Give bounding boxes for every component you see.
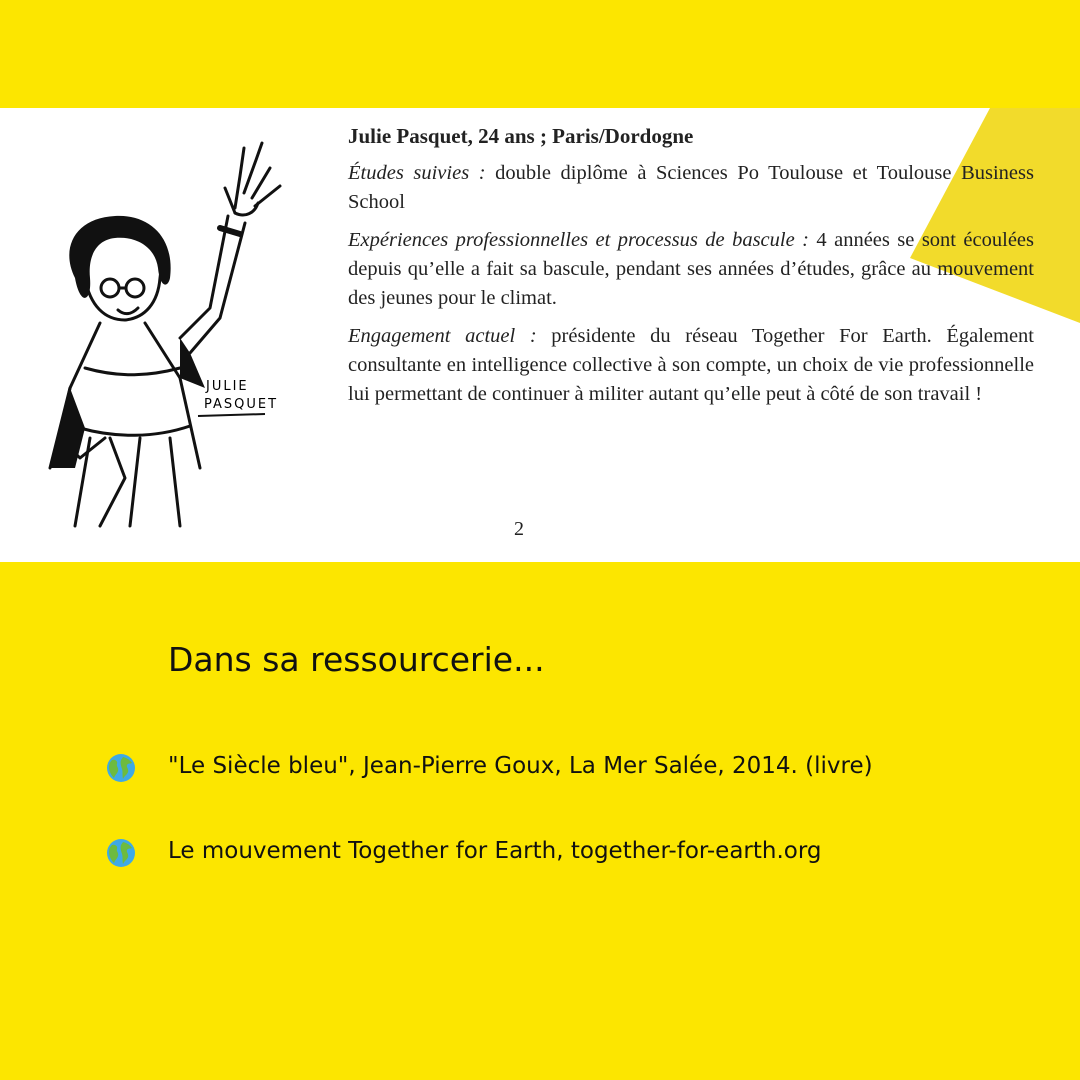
julie-pasquet-illustration: [30, 138, 310, 528]
studies-paragraph: [348, 159, 1034, 217]
illustration-caption-line2: PASQUET: [204, 397, 279, 412]
resource-list: [106, 748, 966, 918]
illustration-caption-line1: JULIE: [206, 379, 249, 394]
resource-item-book: [106, 748, 966, 785]
experience-label: Expériences professionnelles et processus de bascule :: [348, 229, 809, 251]
ressourcerie-title: Dans sa ressourcerie...: [168, 640, 545, 679]
book-excerpt: [0, 108, 1080, 562]
engagement-paragraph: [348, 322, 1034, 409]
globe-icon: [106, 753, 136, 783]
studies-text: double diplôme à Sciences Po Toulouse et Toulouse Business School: [348, 162, 1034, 213]
engagement-label: Engagement actuel :: [348, 325, 537, 347]
experience-paragraph: [348, 226, 1034, 313]
studies-label: Études suivies :: [348, 162, 486, 184]
resource-text: "Le Siècle bleu", Jean-Pierre Goux, La Mer Salée, 2014. (livre): [168, 753, 873, 779]
excerpt-text: [348, 122, 1034, 418]
resource-text: Le mouvement Together for Earth, together-for-earth.org: [168, 838, 822, 864]
resource-item-movement: [106, 833, 966, 870]
engagement-text: présidente du réseau Together For Earth. Également consultante en intelligence collective à son compte, un choix de vie professionnelle lui permettant de continuer à militer autant qu’elle peut à côté de son travail !: [348, 325, 1035, 405]
page-number: 2: [514, 518, 524, 540]
experience-text: 4 années se sont écoulées depuis qu’elle a fait sa bascule, pendant ses années d’études, grâce au mouvement des jeunes pour le climat.: [348, 229, 1034, 309]
profile-heading: Julie Pasquet, 24 ans ; Paris/Dordogne: [348, 124, 694, 148]
globe-icon: [106, 838, 136, 868]
